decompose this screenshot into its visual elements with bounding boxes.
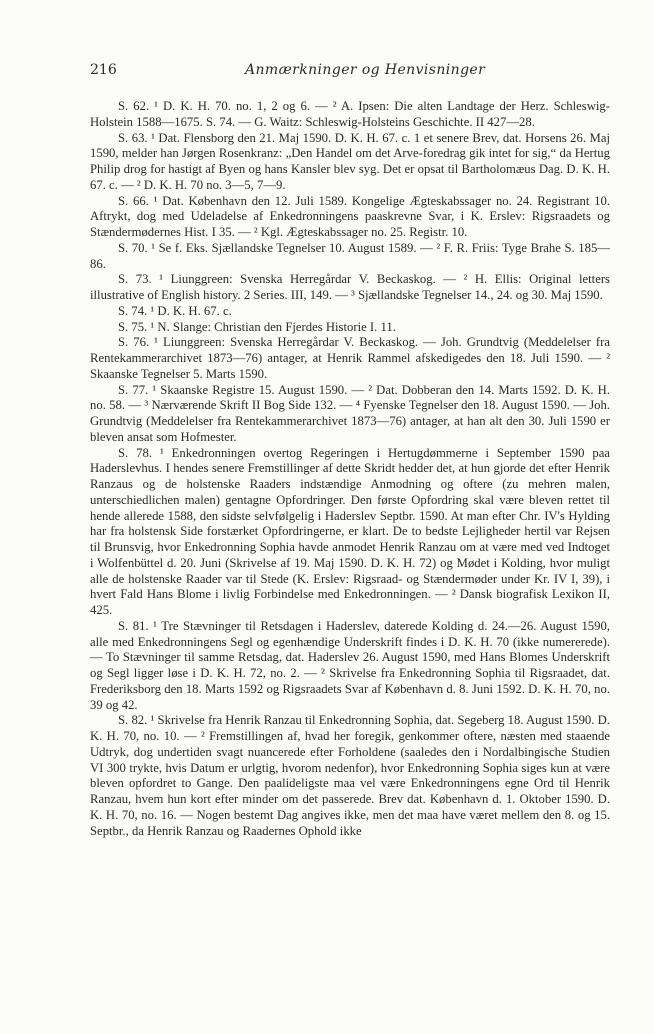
page-header [90, 62, 610, 82]
note-paragraph: S. 62. ¹ D. K. H. 70. no. 1, 2 og 6. — ² A. Ipsen: Die alten Landtage der Herz. Schleswig-Holstein 1588—1675. S. 74. — G. Waitz: Schleswig-Holsteins Geschichte. II 427—28. [90, 99, 610, 129]
note-paragraph: S. 75. ¹ N. Slange: Christian den Fjerdes Historie I. 11. [118, 319, 396, 334]
note-paragraph: S. 77. ¹ Skaanske Registre 15. August 1590. — ² Dat. Dobberan den 14. Marts 1592. D. K. H. no. 58. — ³ Nærværende Skrift II Bog Side 132. — ⁴ Fyenske Tegnelser den 18. August 1590. — Joh. Grundtvig (Meddelelser fra Rentekammerarchivet 1873—76) antager, at han alt den 30. Juli 1590 er bleven ansat som Hofmester. [90, 382, 610, 444]
note-paragraph: S. 81. ¹ Tre Stævninger til Retsdagen i Haderslev, daterede Kolding d. 24.—26. August 1590, alle med Enkedronningens Segl og egenhændige Underskrift findes i D. K. H. 70 (ikke numererede). — To Stævninger til samme Retsdag, dat. Haderslev 26. August 1590, med Hans Blomes Underskrift og Segl ligger løse i D. K. H. 72, no. 2. — ² Skrivelse fra Enkedronning Sophia til Rigsraadet, dat. Frederiksborg den 18. Marts 1592 og Rigsraadets Svar af København d. 8. Juni 1592. D. K. H. 70, no. 39 og 42. [90, 618, 610, 712]
note-paragraph: S. 70. ¹ Se f. Eks. Sjællandske Tegnelser 10. August 1589. — ² F. R. Friis: Tyge Brahe S. 185—86. [90, 240, 610, 271]
note-paragraph: S. 66. ¹ Dat. København den 12. Juli 1589. Kongelige Ægteskabssager no. 24. Registrant 10. Aftrykt, dog med Udeladelse af Enkedronningens paaskrevne Svar, i K. Erslev: Rigsraadets og Stændermødernes Hist. I 35. — ² Kgl. Ægteskabssager no. 25. Registr. 10. [90, 193, 610, 239]
note-paragraph: S. 82. ¹ Skrivelse fra Henrik Ranzau til Enkedronning Sophia, dat. Segeberg 18. August 1590. D. K. H. 70, no. 10. — ² Fremstillingen af, hvad her foregik, genkommer oftere, næsten med staaende Udtryk, dog undertiden svagt nuancerede efter Forholdene (saaledes den i Nordalbingische Studien VI 300 trykte, hvis Datum er urlgtig, hvorom nedenfor), hvor Enkedronning Sophia siges kun at være bleven opfordret to Gange. Den paalideligste maa vel være Enkedronningens egne Ord til Henrik Ranzau, hvem hun kort efter minder om det passerede. Brev dat. København d. 1. Oktober 1590. D. K. H. 70, no. 16. — Nogen bestemt Dag angives ikke, men det maa have været mellem den 8. og 15. Septbr., da Henrik Ranzau og Raadernes Ophold ikke [90, 713, 610, 838]
notes-body [90, 99, 610, 839]
page-number: 216 [90, 62, 117, 78]
note-paragraph: S. 63. ¹ Dat. Flensborg den 21. Maj 1590. D. K. H. 67. c. 1 et senere Brev, dat. Horsens 26. Maj 1590, melder han Jørgen Rosenkranz: „Den Handel om det Arve-foredrag gik intet for sig,“ da Hertug Philip drog for hastigt af Byen og hans Kansler blev syg. Det er opsat til Bartholomæus Dag. D. K. H. 67. c. — ² D. K. H. 70 no. 3—5, 7—9. [90, 130, 610, 192]
note-paragraph: S. 76. ¹ Liunggreen: Svenska Herregårdar V. Beckaskog. — Joh. Grundtvig (Meddelelser fra Rentekammerarchivet 1873—76) antager, at Henrik Rammel afskedigedes den 18. Juli 1590. — ² Skaanske Tegnelser 5. Marts 1590. [90, 335, 610, 381]
running-title: Anmærkninger og Henvisninger [245, 62, 486, 78]
note-paragraph: S. 73. ¹ Liunggreen: Svenska Herregårdar V. Beckaskog. — ² H. Ellis: Original letters illustrative of English history. 2 Series. III, 149. — ³ Sjællandske Tegnelser 14., 24. og 30. Maj 1590. [90, 272, 610, 302]
note-paragraph: S. 74. ¹ D. K. H. 67. c. [118, 303, 232, 318]
note-paragraph: S. 78. ¹ Enkedronningen overtog Regeringen i Hertugdømmerne i September 1590 paa Haderslevhus. I hendes senere Fremstillinger af dette Skridt hedder det, at hun gjorde det efter Henrik Ranzaus og de holstenske Raaders indstændige Anmodning og oftere (zu mehren malen, unterschiedlichen malen) gentagne Opfordringer. Den første Opfordring skal være bleven rettet til hende allerede 1588, den sidste selvfølgelig i Haderslev Septbr. 1590. At man efter Chr. IV's Hylding har fra holstensk Side forstærket Opfordringerne, er klart. De to bedste Lejligheder hertil var Rejsen til Brunsvig, hvor Enkedronning Sophia havde anmodet Henrik Ranzau om at være med ved Indtoget i Wolfenbüttel d. 20. Juni (Skrivelse af 19. Maj 1590. D. K. H. 72) og Mødet i Kolding, hvor muligt alle de holstenske Raader var til Stede (K. Erslev: Rigsraad- og Stændermøder under Kr. IV I, 39), i hvert Fald Hans Blome i livlig Forbindelse med Enkedronningen. — ² Dansk biografisk Lexikon II, 425. [90, 445, 610, 617]
